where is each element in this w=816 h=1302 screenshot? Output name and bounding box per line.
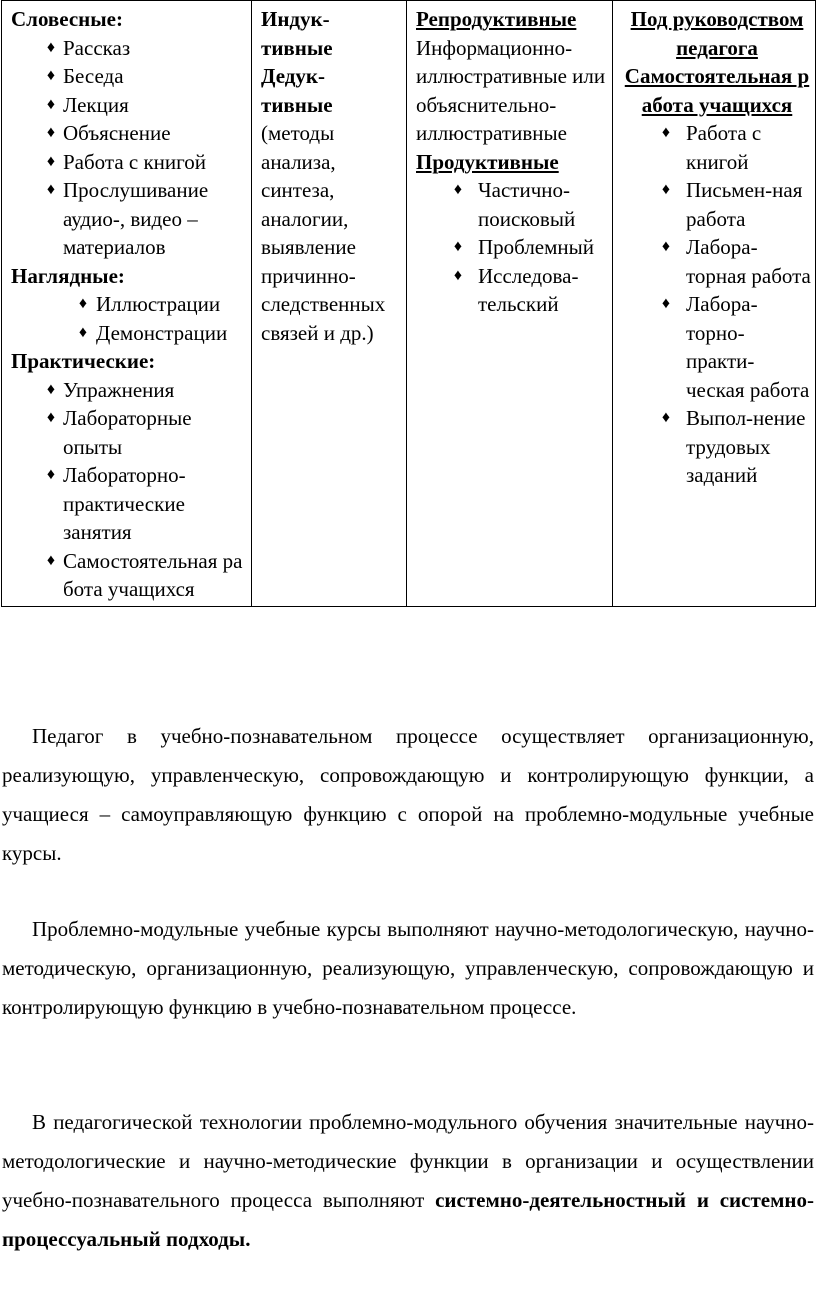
col-verbal-visual-practical xyxy=(2,1,252,607)
paragraph-text: В педагогической технологии проблемно-модульного обучения значительные научно-методологические и научно-методические функции в организации и осуществлении учебно-познавательного процесса выполняют xyxy=(2,1110,814,1212)
visual-heading: Наглядные: xyxy=(11,263,125,288)
diamond-bullet-icon: ♦ xyxy=(46,124,56,141)
diamond-bullet-icon: ♦ xyxy=(46,152,56,170)
independent-heading: Самостоятельная работа учащихся xyxy=(624,64,810,117)
list-item: ♦ Прослушивание аудио-, видео – материалов xyxy=(11,176,248,262)
deductive-heading: Дедук-тивные xyxy=(261,64,333,117)
list-item: ♦ Проблемный xyxy=(416,233,609,262)
diamond-bullet-icon: ♦ xyxy=(453,266,463,284)
diamond-bullet-icon: ♦ xyxy=(453,181,463,198)
verbal-heading: Словесные: xyxy=(11,7,123,31)
reproductive-text: Информационно-иллюстративные или объяснительно-иллюстративные xyxy=(416,35,606,145)
diamond-bullet-icon: ♦ xyxy=(46,67,56,84)
diamond-bullet-icon: ♦ xyxy=(453,238,463,255)
list-item: ♦ Частично-поисковый xyxy=(416,176,609,233)
diamond-bullet-icon: ♦ xyxy=(46,181,56,198)
productive-list xyxy=(416,176,609,319)
list-item: ♦ Исследова-тельский xyxy=(416,262,609,319)
methods-table xyxy=(1,0,816,607)
approaches-emphasis: системно-деятельностный и системно-процессуальный подходы. xyxy=(2,1188,815,1251)
list-item: ♦ Демонстрации xyxy=(11,319,248,348)
list-item: ♦ Лекция xyxy=(11,91,248,120)
diamond-bullet-icon: ♦ xyxy=(78,295,88,312)
list-item: ♦ Самостоятельная работа учащихся xyxy=(11,547,248,604)
diamond-bullet-icon: ♦ xyxy=(46,409,56,426)
list-item: ♦ Лабора-торно-практи-ческая работа xyxy=(622,290,812,404)
list-item: ♦ Выпол-нение трудовых заданий xyxy=(622,404,812,490)
diamond-bullet-icon: ♦ xyxy=(661,181,671,198)
diamond-bullet-icon: ♦ xyxy=(46,95,56,113)
verbal-list xyxy=(11,34,248,262)
practical-heading: Практические: xyxy=(11,349,156,373)
list-item: ♦ Работа с книгой xyxy=(622,119,812,176)
diamond-bullet-icon: ♦ xyxy=(661,409,671,426)
methods-row xyxy=(2,1,816,607)
col-guided-independent xyxy=(613,1,816,607)
list-item: ♦ Лабораторно-практические занятия xyxy=(11,461,248,547)
productive-heading: Продуктивные xyxy=(416,149,559,174)
reproductive-heading: Репродуктивные xyxy=(416,7,577,31)
paragraph-teacher-functions: Педагог в учебно-познавательном процессе осуществляет организационную, реализующую, управленческую, сопровождающую и контролирующую функции, а учащиеся – самоуправляющую функцию с опорой на проблемно-модульные учебные курсы. xyxy=(2,724,814,865)
list-item: ♦ Упражнения xyxy=(11,376,248,405)
list-item: ♦ Письмен-ная работа xyxy=(622,176,812,233)
guided-heading: Под руководством педагога xyxy=(630,7,804,60)
independent-work-list xyxy=(622,119,812,490)
list-item: ♦ Работа с книгой xyxy=(11,148,248,177)
list-item: ♦ Объяснение xyxy=(11,119,248,148)
inductive-deductive-note: (методы анализа, синтеза, аналогии, выявление причинно-следственных связей и др.) xyxy=(261,121,386,345)
list-item: ♦ Лабораторные опыты xyxy=(11,404,248,461)
list-item: ♦ Лабора-торная работа xyxy=(622,233,812,290)
paragraph-technology-approaches xyxy=(2,1103,814,1259)
diamond-bullet-icon: ♦ xyxy=(661,124,671,141)
col-inductive-deductive xyxy=(252,1,407,607)
diamond-bullet-icon: ♦ xyxy=(661,295,671,312)
paragraph-course-functions: Проблемно-модульные учебные курсы выполняют научно-методологическую, научно-методическую, организационную, реализующую, управленческую, сопровождающую и контролирующую функцию в учебно-познавательном процессе. xyxy=(2,917,814,1019)
col-reproductive-productive xyxy=(407,1,613,607)
diamond-bullet-icon: ♦ xyxy=(78,323,88,341)
list-item: ♦ Беседа xyxy=(11,62,248,91)
visual-list xyxy=(11,290,248,347)
inductive-heading: Индук-тивные xyxy=(261,7,333,60)
diamond-bullet-icon: ♦ xyxy=(46,466,56,483)
list-item: ♦ Рассказ xyxy=(11,34,248,63)
list-item: ♦ Иллюстрации xyxy=(11,290,248,319)
diamond-bullet-icon: ♦ xyxy=(661,238,671,255)
diamond-bullet-icon: ♦ xyxy=(46,38,56,56)
diamond-bullet-icon: ♦ xyxy=(46,380,56,398)
practical-list xyxy=(11,376,248,604)
diamond-bullet-icon: ♦ xyxy=(46,551,56,569)
